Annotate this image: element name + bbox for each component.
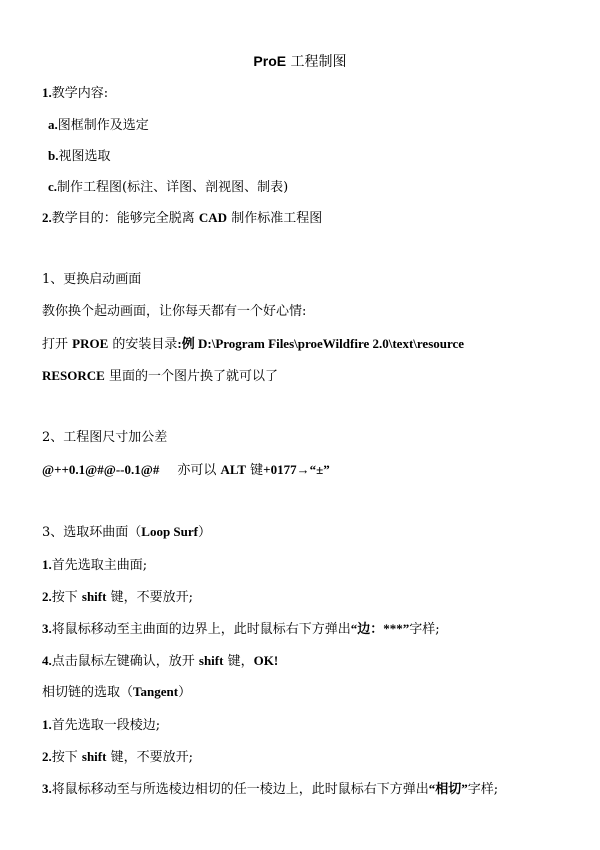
section1-resource: RESORCE 里面的一个图片换了就可以了 (42, 368, 278, 384)
loop-step-4: 4.点击鼠标左键确认，放开 shift 键，OK! (42, 653, 279, 669)
section2-tolerance: @++0.1@#@--0.1@# 亦可以 ALT 键+0177→“±” (42, 462, 330, 478)
teaching-item-c: c.制作工程图(标注、详图、剖视图、制表) (48, 179, 289, 195)
loop-step-2: 2.按下 shift 键，不要放开; (42, 589, 193, 605)
teaching-item-a: a.图框制作及选定 (48, 117, 149, 133)
title-chinese: 工程制图 (286, 54, 347, 70)
teaching-item-b: b.视图选取 (48, 148, 111, 164)
loop-step-3: 3.将鼠标移动至主曲面的边界上，此时鼠标右下方弹出“边：***”字样; (42, 621, 440, 637)
teaching-content-heading: 1.教学内容: (42, 85, 109, 101)
page-title (0, 52, 600, 71)
section3-heading: 3、选取环曲面（Loop Surf） (42, 524, 212, 540)
tangent-heading: 相切链的选取（Tangent） (42, 684, 192, 700)
tangent-step-2: 2.按下 shift 键，不要放开; (42, 749, 193, 765)
section1-heading: 1、更换启动画面 (42, 272, 142, 287)
section1-intro: 教你换个起动画面，让你每天都有一个好心情: (42, 304, 307, 319)
teaching-goal: 2.教学目的：能够完全脱离 CAD 制作标准工程图 (42, 210, 323, 226)
section2-heading: 2、工程图尺寸加公差 (42, 430, 168, 445)
section1-open-path: 打开 PROE 的安装目录:例 D:\Program Files\proeWildfire 2.0\text\resource (42, 336, 465, 352)
tangent-step-1: 1.首先选取一段棱边; (42, 717, 161, 733)
title-english: ProE (253, 53, 287, 69)
loop-step-1: 1.首先选取主曲面; (42, 557, 148, 573)
tangent-step-3: 3.将鼠标移动至与所选棱边相切的任一棱边上，此时鼠标右下方弹出“相切”字样; (42, 781, 499, 797)
